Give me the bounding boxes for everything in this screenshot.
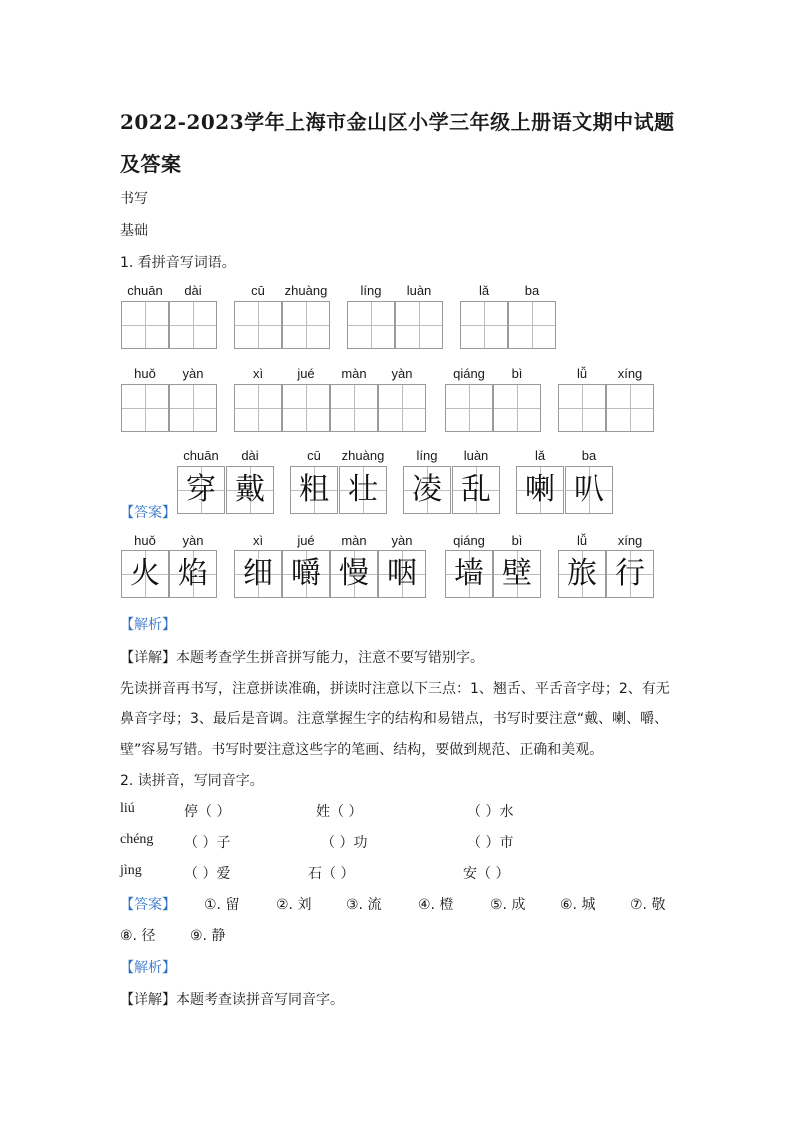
writing-box (378, 384, 426, 432)
pinyin: huǒ (134, 533, 156, 548)
answer-box (226, 466, 274, 514)
pinyin: cū (307, 448, 321, 463)
answer-box (516, 466, 564, 514)
pinyin: jué (297, 366, 315, 381)
detail-text: 本题考查读拼音写同音字。 (176, 992, 344, 1008)
answer-box (606, 550, 654, 598)
q2-answer: ⑨. 静 (190, 928, 226, 944)
q2-pinyin: chéng (120, 832, 154, 847)
pinyin: yàn (391, 366, 413, 381)
answer-char: 旅 (567, 556, 597, 591)
answer-char: 叭 (574, 472, 604, 507)
answer-box (452, 466, 500, 514)
writing-box (445, 384, 493, 432)
pinyin: chuān (127, 283, 163, 298)
writing-box (558, 384, 606, 432)
answer-box (282, 550, 330, 598)
writing-box (121, 301, 169, 349)
q2-blank-item: 姓（ ） (316, 804, 363, 820)
answer-label: 【答案】 (120, 897, 176, 913)
answer-box (403, 466, 451, 514)
answer-char: 嚼 (291, 556, 321, 591)
pinyin: luàn (406, 283, 432, 298)
pinyin: lǚ (576, 366, 588, 381)
q2-blank-item: 安（ ） (463, 866, 510, 882)
pinyin: ba (524, 283, 540, 298)
q2-answer: ③. 流 (346, 897, 382, 913)
pinyin: xì (252, 366, 264, 381)
answer-char: 墙 (454, 556, 484, 591)
answer-box (234, 550, 282, 598)
q2-answer: ①. 留 (204, 897, 240, 913)
detail-line (120, 647, 484, 667)
answer-box (445, 550, 493, 598)
q2-answer: ④. 橙 (418, 897, 454, 913)
detail-label: 【详解】 (120, 650, 176, 666)
q2-blank-item: 石（ ） (308, 866, 355, 882)
writing-box (169, 384, 217, 432)
answer-box (493, 550, 541, 598)
q2-answer: ⑦. 敬 (630, 897, 666, 913)
pinyin: líng (360, 283, 382, 298)
q2-answer: ⑧. 径 (120, 928, 156, 944)
answer-char: 焰 (178, 556, 208, 591)
pinyin: xíng (617, 366, 643, 381)
writing-box (330, 384, 378, 432)
pinyin: huǒ (134, 366, 156, 381)
answer-char: 咽 (387, 556, 417, 591)
q2-blank-item: （ ）子 (184, 835, 231, 851)
pinyin: lǚ (576, 533, 588, 548)
answer-box (121, 550, 169, 598)
answer-char: 壮 (348, 472, 378, 507)
pinyin: zhuàng (341, 448, 385, 463)
page-title-continued: 及答案 (120, 152, 182, 176)
answer-char: 戴 (235, 472, 265, 507)
answer-char: 乱 (461, 472, 491, 507)
answer-box (290, 466, 338, 514)
answer-char: 行 (615, 556, 645, 591)
pinyin: líng (416, 448, 438, 463)
writing-box (234, 301, 282, 349)
q2-blank-item: （ ）功 (321, 835, 368, 851)
q2-blank-item: （ ）市 (467, 835, 514, 851)
question-1-stem: 1. 看拼音写词语。 (120, 255, 236, 271)
analysis-label: 【解析】 (120, 960, 176, 976)
pinyin: ba (581, 448, 597, 463)
q2-answer: ⑤. 成 (490, 897, 526, 913)
answer-char: 凌 (412, 472, 442, 507)
answer-box (558, 550, 606, 598)
pinyin: bì (511, 533, 523, 548)
pinyin: dài (184, 283, 202, 298)
answer-box (339, 466, 387, 514)
pinyin: jué (297, 533, 315, 548)
q2-blank-item: （ ）水 (467, 804, 514, 820)
pinyin: qiáng (453, 366, 485, 381)
pinyin: màn (341, 533, 367, 548)
answer-box (378, 550, 426, 598)
pinyin: yàn (182, 533, 204, 548)
writing-box (606, 384, 654, 432)
pinyin: dài (241, 448, 259, 463)
answer-char: 喇 (525, 472, 555, 507)
q2-pinyin: jìng (120, 863, 142, 878)
q2-blank-item: 停（ ） (184, 804, 231, 820)
answer-char: 壁 (502, 556, 532, 591)
writing-box (508, 301, 556, 349)
pinyin: yàn (182, 366, 204, 381)
pinyin: xì (252, 533, 264, 548)
detail-text: 本题考查学生拼音拼写能力，注意不要写错别字。 (176, 650, 484, 666)
detail-label: 【详解】 (120, 992, 176, 1008)
answer-char: 粗 (299, 472, 329, 507)
pinyin: lǎ (478, 283, 490, 298)
writing-box (493, 384, 541, 432)
page-title: 2022-2023学年上海市金山区小学三年级上册语文期中试题 (120, 110, 675, 134)
writing-box (347, 301, 395, 349)
pinyin: bì (511, 366, 523, 381)
analysis-label: 【解析】 (120, 617, 176, 633)
analysis-paragraph-line: 先读拼音再书写，注意拼读准确，拼读时注意以下三点：1、翘舌、平舌音字母；2、有无 (120, 681, 670, 697)
writing-box (234, 384, 282, 432)
answer-char: 慢 (339, 556, 369, 591)
answer-box (177, 466, 225, 514)
writing-box (460, 301, 508, 349)
pinyin: xíng (617, 533, 643, 548)
pinyin: chuān (183, 448, 219, 463)
q2-answer: ⑥. 城 (560, 897, 596, 913)
writing-box (169, 301, 217, 349)
answer-char: 细 (243, 556, 273, 591)
answer-box (169, 550, 217, 598)
question-2-stem: 2. 读拼音，写同音字。 (120, 773, 264, 789)
q2-pinyin: liú (120, 801, 135, 816)
answer-char: 火 (130, 556, 160, 591)
q2-answer: ②. 刘 (276, 897, 312, 913)
answer-label: 【答案】 (120, 505, 176, 521)
section-basics: 基础 (120, 223, 148, 239)
q2-blank-item: （ ）爱 (184, 866, 231, 882)
section-writing: 书写 (120, 191, 148, 207)
pinyin: yàn (391, 533, 413, 548)
pinyin: lǎ (534, 448, 546, 463)
answer-box (330, 550, 378, 598)
pinyin: cū (251, 283, 265, 298)
pinyin: màn (341, 366, 367, 381)
answer-char: 穿 (186, 472, 216, 507)
writing-box (395, 301, 443, 349)
analysis-paragraph-line: 壁”容易写错。书写时要注意这些字的笔画、结构，要做到规范、正确和美观。 (120, 742, 604, 758)
pinyin: qiáng (453, 533, 485, 548)
answer-box (565, 466, 613, 514)
pinyin: zhuàng (284, 283, 328, 298)
writing-box (282, 384, 330, 432)
detail-line (120, 989, 344, 1009)
analysis-paragraph-line: 鼻音字母；3、最后是音调。注意掌握生字的结构和易错点，书写时要注意“戴、喇、嚼、 (120, 711, 669, 727)
writing-box (121, 384, 169, 432)
pinyin: luàn (463, 448, 489, 463)
writing-box (282, 301, 330, 349)
